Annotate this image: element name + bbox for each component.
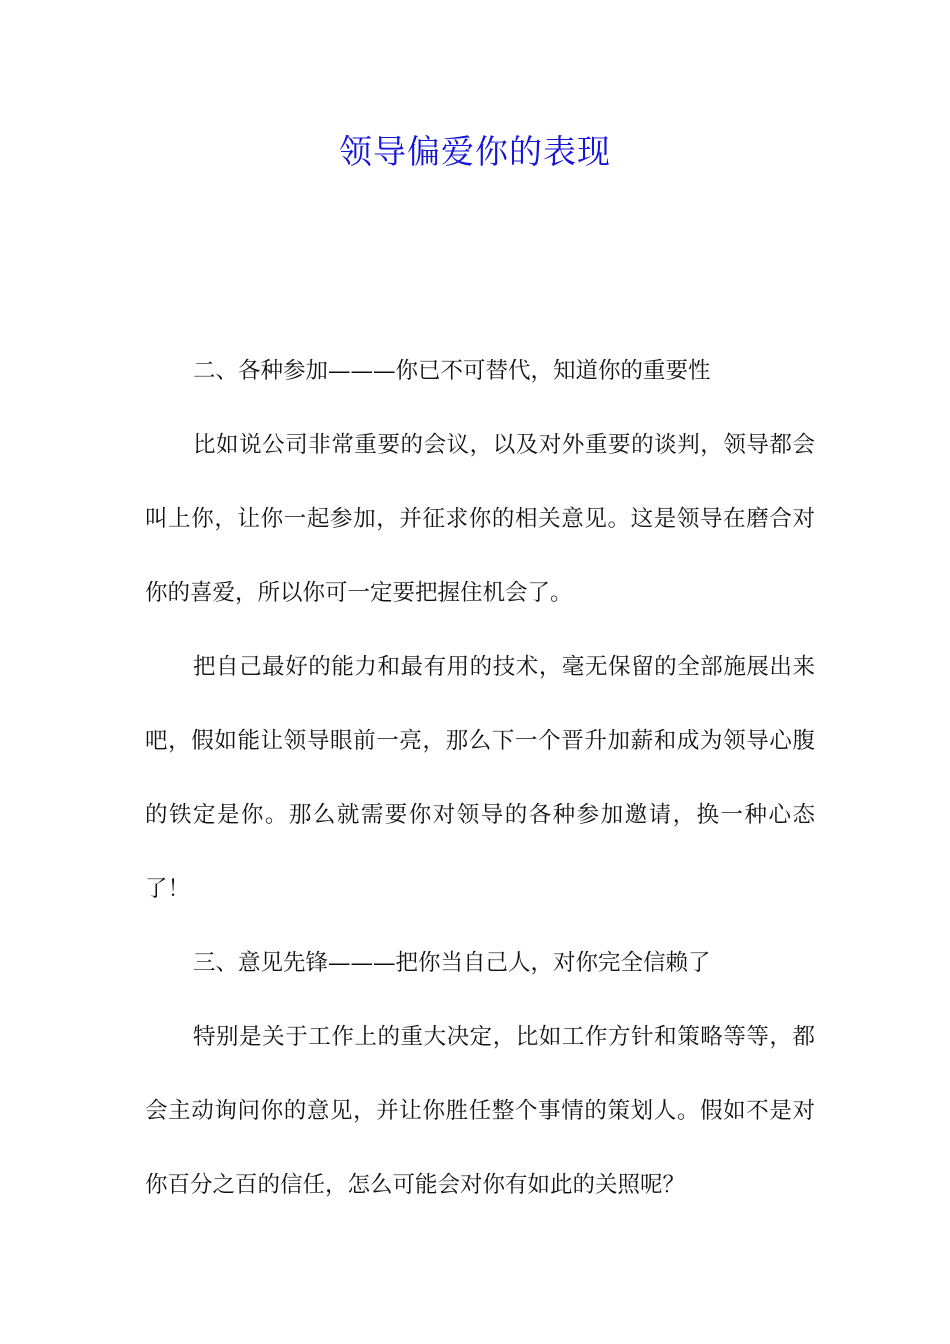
paragraph: 把自己最好的能力和最有用的技术，毫无保留的全部施展出来吧，假如能让领导眼前一亮，那么下一个晋升加薪和成为领导心腹的铁定是你。那么就需要你对领导的各种参加邀请，换一种心态了！ — [145, 654, 815, 902]
paragraph: 比如说公司非常重要的会议，以及对外重要的谈判，领导都会叫上你，让你一起参加，并征求你的相关意见。这是领导在磨合对你的喜爱，所以你可一定要把握住机会了。 — [145, 432, 815, 606]
paragraph: 特别是关于工作上的重大决定，比如工作方针和策略等等，都会主动询问你的意见，并让你胜任整个事情的策划人。假如不是对你百分之百的信任，怎么可能会对你有如此的关照呢？ — [145, 1024, 815, 1198]
document-body — [145, 334, 815, 1222]
section-heading-2: 二、各种参加———你已不可替代，知道你的重要性 — [193, 358, 711, 384]
document-title: 领导偏爱你的表现 — [339, 132, 611, 171]
section-heading-3: 三、意见先锋———把你当自己人，对你完全信赖了 — [193, 950, 711, 976]
